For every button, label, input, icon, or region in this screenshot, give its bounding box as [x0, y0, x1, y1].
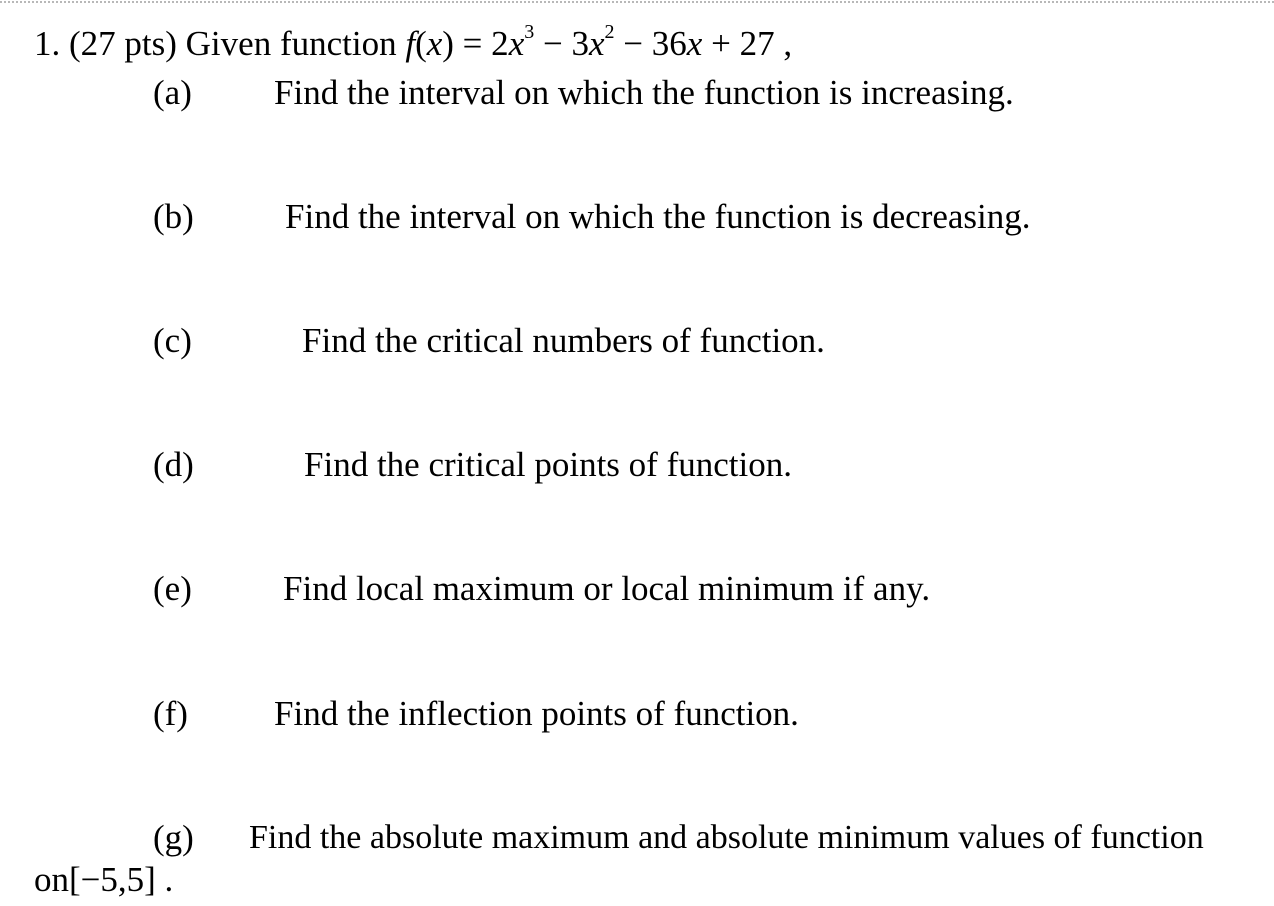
part-f-label: (f) [153, 694, 188, 733]
problem-intro: Given function [185, 24, 397, 63]
part-a-text: Find the interval on which the function is increasing. [274, 73, 1014, 112]
problem-points: (27 pts) [69, 24, 177, 63]
part-b-label: (b) [153, 197, 194, 236]
problem-header [34, 21, 793, 64]
part-e-label: (e) [153, 569, 192, 608]
part-g-label: (g) [153, 818, 194, 857]
problem-number: 1. [34, 24, 61, 63]
part-d-text: Find the critical points of function. [304, 445, 792, 484]
part-f-text: Find the inflection points of function. [274, 694, 799, 733]
function-expression: $f(x) = 2x^3 - 3x^2 - 36x + 27$ , [405, 21, 793, 63]
part-a-label: (a) [153, 73, 192, 112]
top-dotted-rule [0, 1, 1274, 3]
part-e-text: Find local maximum or local minimum if any. [283, 569, 931, 608]
part-b-text: Find the interval on which the function is decreasing. [285, 197, 1031, 236]
part-g-text: Find the absolute maximum and absolute minimum values of function [249, 819, 1204, 856]
part-c-label: (c) [153, 321, 192, 360]
part-d-label: (d) [153, 445, 194, 484]
part-c-text: Find the critical numbers of function. [302, 321, 825, 360]
part-g-continuation: on[−5,5] . [34, 860, 174, 899]
